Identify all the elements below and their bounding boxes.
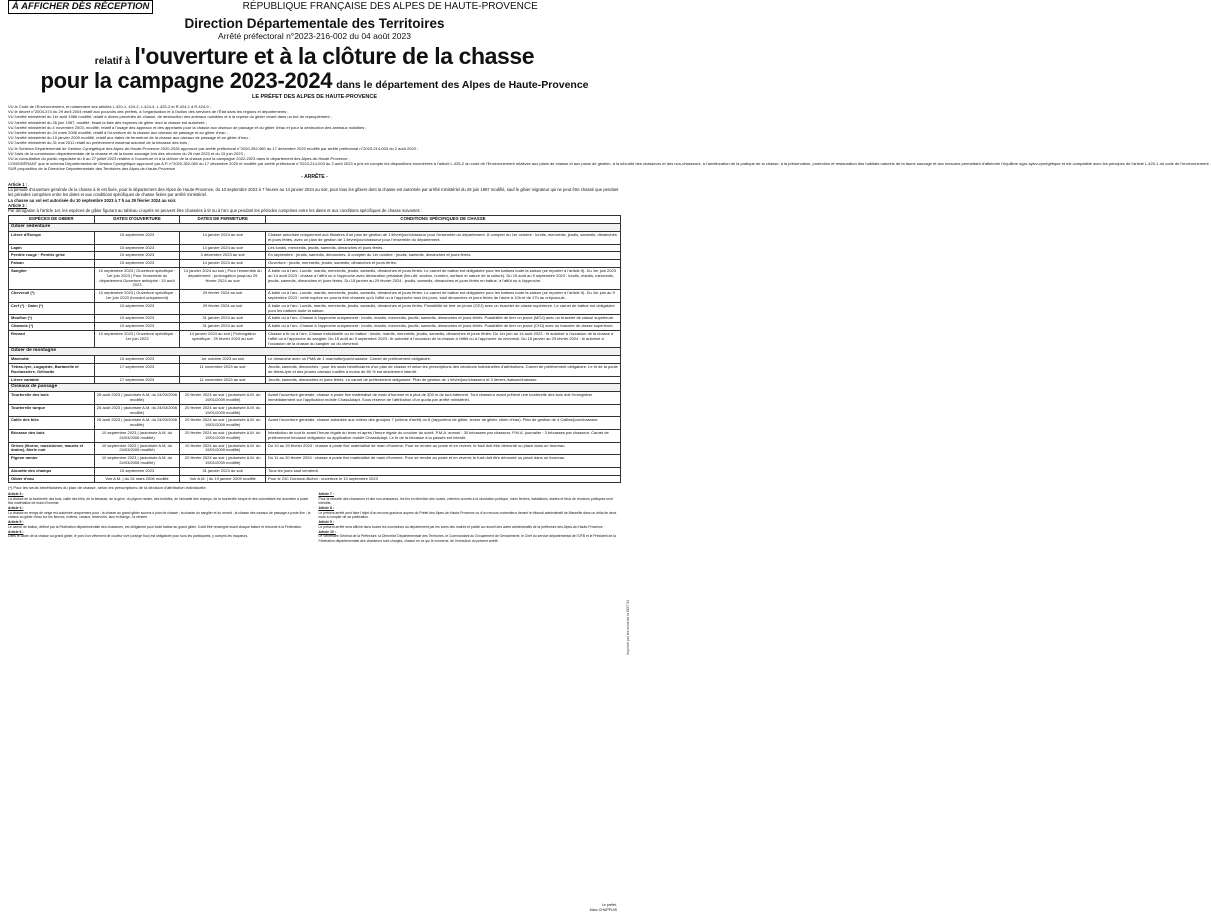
vu-item: SUR proposition de la Directrice Départementale des Territoires des Alpes-de-Haute-Provence	[8, 166, 176, 172]
opening-cell: 17 septembre 2023	[94, 363, 180, 376]
closing-cell: 10 février 2024 au soir | (autorisée A.M. du 19/01/2009 modifié)	[180, 442, 266, 455]
closing-cell: 14 janvier 2024 au soir	[180, 260, 266, 268]
article-paragraph: Article 8 :	[318, 506, 334, 511]
opening-cell: 10 septembre 2023 | (autorisée A.M. du 24/03/2006 modifié)	[94, 455, 180, 468]
opening-cell: 26 août 2023 | (autorisée A.M. du 24/03/2006 modifié)	[94, 404, 180, 417]
page-title: l'ouverture et à la clôture de la chasse	[134, 43, 535, 69]
conditions-cell: Pour le GIC Durance-Buëch : ouverture le 10 septembre 2023	[266, 475, 621, 483]
closing-cell: 20 février 2024 au soir | (autorisée A.M. du 19/01/2009 modifié)	[180, 404, 266, 417]
conditions-cell: Avant l'ouverture générale, chasse à poste fixe matérialisé de main d'homme et à plus de 300 m de tout bâtiment. Tout chasseur avant prélevé une tourterelle des bois doit l'enregistrer immédiatement sur l'application mobile ChassAdapt. Sous réserve de l'attribution d'un quota par arrêté ministériel.	[266, 392, 621, 405]
opening-cell: 10 septembre 2023	[94, 244, 180, 252]
closing-cell: 20 février 2024 au soir | (autorisée A.M. du 19/01/2009 modifié)	[180, 429, 266, 442]
conditions-cell: Chasse autorisée uniquement aux titulaires d'un plan de gestion de 1 lièvre/jour/chasseur pour l'ensemble du département. À compter du 1er octobre : lundis, mercredis, jeudis, samedis, dimanches et jours fériés, avec un plan de gestion de 1 lièvre/jour/chasseur pour l'ensemble du département.	[266, 232, 621, 245]
title-row-2	[8, 68, 621, 92]
closing-cell: 14 janvier 2024 au soir | Pour l'ensemble du département : prolongation jusqu'au 29 février 2024 au soir	[180, 268, 266, 290]
article-paragraph: Article 6 :	[8, 529, 24, 534]
vertical-print-note: Imprimé par les soins de la DDT 04	[626, 600, 630, 655]
table-row	[9, 442, 621, 455]
species-cell: Chamois (*)	[9, 323, 95, 331]
conditions-cell: Du 10 au 20 février 2024 : chasse à poste fixe matérialisé de main d'homme. Pour se rendre au poste et en revenir, le fusil doit être démonté ou placé dans un fourreau.	[266, 442, 621, 455]
conditions-cell: À balle ou à l'arc. Chasse à l'approche uniquement : lundis, mardis, mercredis, jeudis, samedis, dimanches et jours fériés. Possibilité de tirer un jeune (CHJ) avec un bracelet de classe supérieure.	[266, 323, 621, 331]
signature-role: Le préfet,	[601, 903, 617, 907]
campaign-title: pour la campagne 2023-2024	[40, 68, 333, 93]
closing-cell: 20 février 2024 au soir | (autorisée A.M. du 19/01/2009 modifié)	[180, 455, 266, 468]
closing-cell: 29 février 2024 au soir	[180, 302, 266, 315]
table-row	[9, 302, 621, 315]
closing-cell: 14 janvier 2024 au soir	[180, 244, 266, 252]
vu-item: VU l'arrêté ministériel du 19 janvier 2009 modifié, relatif aux dates de fermeture de la chasse aux oiseaux de passage et au gibier d'eau ;	[8, 135, 250, 141]
species-cell: Tétras-lyre, Lagopède, Bartavelle et Rochassière, Gélinotte	[9, 363, 95, 376]
conditions-cell	[266, 404, 621, 417]
closing-cell: 14 janvier 2024 au soir	[180, 232, 266, 245]
table-section-row	[9, 384, 621, 392]
article-paragraph: Article 10 :	[318, 529, 336, 534]
vu-item: VU l'arrêté ministériel du 31 mai 2011 relatif au prélèvement maximal autorisé de la bécasse des bois ;	[8, 140, 190, 146]
closing-cell: 20 février 2024 au soir | (autorisée A.M. du 19/01/2009 modifié)	[180, 392, 266, 405]
article-paragraph: Article 7 :	[318, 492, 334, 497]
opening-cell: 10 septembre 2023	[94, 302, 180, 315]
species-cell: Tourterelle turque	[9, 404, 95, 417]
species-cell: Alouette des champs	[9, 467, 95, 475]
col-header-conditions: CONDITIONS SPÉCIFIQUES DE CHASSE	[266, 216, 621, 224]
species-cell: Tourterelle des bois	[9, 392, 95, 405]
vu-item: CONSIDÉRANT que le schéma Départemental de Gestion Cynégétique approuvé par A.P. n°2020-352-060 du 17 décembre 2020 et modifié par arrêté préfectoral n°2023-214-003 du 2 août 2023 a pris en compte les dispositions énumérées à l'article L.425-2 du code de l'Environnement relatives aux plans de chasse et aux plans de gestion, à la sécurité des chasseurs et des non-chasseurs, à l'amélioration de la pratique de la chasse, à la préservation, protection et restauration des habitats naturels de la faune sauvage et aux mesures permettant d'atteindre l'équilibre agro-sylvo-cynégétique et est compatible avec les principes de l'article L.420-1 du code de l'environnement ;	[8, 161, 1211, 167]
closing-cell: 29 février 2024 au soir	[180, 290, 266, 303]
species-cell: Marmotte	[9, 356, 95, 364]
closing-cell: Voir A.M. | du 19 janvier 2009 modifié	[180, 475, 266, 483]
col-header-fermeture: DATES DE FERMETURE	[180, 216, 266, 224]
conditions-cell: Avant l'ouverture générale, chasse autorisée aux chiens des groupes 7 (chiens d'arrêt) ou 8 (rapporteur de gibier, leveur de gibier, chien d'eau). Plan de gestion de 4 Cailles/jour/chasseur.	[266, 417, 621, 430]
table-row	[9, 356, 621, 364]
conditions-cell: Les lundis, mercredis, jeudis, samedis, dimanches et jours fériés.	[266, 244, 621, 252]
opening-cell: 17 septembre 2023	[94, 376, 180, 384]
article-2-label: Article 2 :	[8, 202, 28, 208]
gibier-table	[8, 215, 621, 483]
opening-cell: 10 septembre 2023	[94, 252, 180, 260]
closing-cell: 14 janvier 2024 au soir | Prolongation spécifique : 29 février 2024 au soir	[180, 330, 266, 347]
table-row	[9, 290, 621, 303]
table-section-title: Gibier de montagne	[9, 348, 621, 356]
table-section-row	[9, 224, 621, 232]
table-row	[9, 330, 621, 347]
species-cell: Grives (litorne, musicienne, mauvis et draine), Merle noir	[9, 442, 95, 455]
top-bar	[8, 0, 621, 14]
opening-cell: 10 septembre 2023	[94, 467, 180, 475]
article-1-text: La période d'ouverture générale de la chasse à tir est fixée, pour le département des Alpes de Haute-Provence, du 10 septembre 2023 à 7 heures au 14 janvier 2024 au soir, pour tous les gibiers dont la chasse est autorisée par arrêté ministériel du 26 juin 1987 modifié, sauf le gibier migrateur qui ne peut être chassé que pendant les périodes comprises entre les dates et aux conditions spécifiques de chasse fixées par arrêté ministériel.	[8, 186, 619, 198]
conditions-cell: Interdiction de tout tir avant l'heure légale du lever et après l'heure légale du coucher du soleil. P.M.A. annuel : 30 bécasses par chasseur. P.M.A. journalier : 3 bécasses par chasseur. Carnet de prélèvement bécasse obligatoire ou application mobile ChassAdapt. Le tir de la bécasse à la passée est interdit.	[266, 429, 621, 442]
vu-item: VU l'arrêté ministériel du 26 juin 1987, modifié, fixant la liste des espèces de gibier dont la chasse est autorisée ;	[8, 119, 207, 125]
gibier-table-body	[9, 224, 621, 483]
species-cell: Gibier d'eau	[9, 475, 95, 483]
opening-cell: 10 septembre 2023 | Ouverture spécifique : 1er juin 2023	[94, 330, 180, 347]
article-paragraph: Le Secrétaire Général de la Préfecture, la Directrice Départementale des Territoires, le Commandant du Groupement de Gendarmerie, le Chef du service départemental de l'OFB et le Président de la Fédération départementale des chasseurs sont chargés, chacun en ce qui le concerne, de l'exécution du présent arrêté.	[318, 534, 616, 543]
vu-item: VU le Code de l'Environnement, et notamment ses articles L.420-1, 424-2, L.424-4, L.425-2 et R.424-1 à R.424-9 ;	[8, 104, 211, 109]
table-row	[9, 392, 621, 405]
article-paragraph: La chasse en temps de neige est autorisée uniquement pour : la chasse au grand gibier soumis à plan de chasse ; la chasse du sanglier et du renard ; la chasse des oiseaux de passage à poste fixe ; la chasse au gibier d'eau sur les fleuves, rivières, canaux, réservoirs, lacs et étangs ; la vénerie.	[8, 510, 311, 520]
conditions-cell: Tous les jours sauf vendredi.	[266, 467, 621, 475]
vu-item: VU l'arrêté ministériel du 1er août 1986 modifié, relatif à divers procédés de chasse, de destruction des animaux nuisibles et à la reprise du gibier vivant dans un but de repeuplement ;	[8, 114, 332, 120]
species-cell: Faisan	[9, 260, 95, 268]
opening-cell: 10 septembre 2023 | (autorisée A.M. du 24/03/2006 modifié)	[94, 442, 180, 455]
conditions-cell: Jeudis, samedis, dimanches et jours fériés. Le carnet de prélèvement obligatoire. Plan de gestion de 1 lièvre/jour/chasseur et 3 lièvres /saison/chasseur.	[266, 376, 621, 384]
conditions-cell: À balle ou à l'arc. Chasse à l'approche uniquement : lundis, mardis, mercredis, jeudis, samedis, dimanches et jours fériés. Possibilité de tirer un jeune (MOJ) avec un bracelet de classe supérieure.	[266, 315, 621, 323]
opening-cell: 10 septembre 2023	[94, 232, 180, 245]
closing-cell: 11 novembre 2023 au soir	[180, 363, 266, 376]
article-paragraph: La chasse de la tourterelle des bois, caille des blés, de la bécasse, de la grive, du pigeon ramier, des turdidés, de l'alouette des champs, de la tourterelle turque et des colombidés est autorisée à poste fixe matérialisé de main d'homme.	[8, 497, 309, 506]
article-paragraph: Article 9 :	[318, 520, 334, 525]
table-row	[9, 467, 621, 475]
republique-heading: RÉPUBLIQUE FRANÇAISE DES ALPES DE HAUTE-PROVENCE	[242, 1, 538, 12]
article-1-text2: La chasse au vol est autorisée du 10 septembre 2023 à 7 h au 29 février 2024 au soir.	[8, 197, 177, 203]
opening-cell: 10 septembre 2023 | (autorisée A.M. du 24/03/2006 modifié)	[94, 429, 180, 442]
table-row	[9, 455, 621, 468]
vu-item: VU le Schéma Départemental de Gestion Cynégétique des Alpes-de-Haute-Provence 2020-2026 approuvé par arrêté préfectoral n°2020-352-060 du 17 décembre 2020 modifié par arrêté préfectoral n°2023-214-003 du 2 août 2023 ;	[8, 145, 419, 151]
species-cell: Lièvre d'Europe	[9, 232, 95, 245]
article-paragraph: Le carnet de battue, délivré par la Fédération départementale des chasseurs, est obligatoire pour toute battue au grand gibier. Il doit être renseigné avant chaque battue et retourné à la Fédération.	[8, 524, 303, 529]
signature-name: Marc CHAPPUIS	[589, 907, 617, 912]
vu-item: VU la consultation du public organisée du 6 au 27 juillet 2023 relative à l'ouverture et à la clôture de la chasse pour la campagne 2022-2023 dans le département des Alpes-de-Haute-Provence ;	[8, 156, 350, 162]
bottom-articles	[8, 492, 621, 543]
conditions-cell: Chasse à tir ou à l'arc. Chasse individuelle ou en battue : lundis, mardis, mercredis, jeudis, samedis, dimanches et jours fériés. Du 1er juin au 14 août 2023 : tir autorisé à l'occasion de la chasse à l'affût ou à l'approche du sanglier. Du 15 août au 9 septembre 2023 : tir autorisé à l'occasion de la chasse à l'affût ou à l'approche du chevreuil. Du 15 janvier au 29 février 2024 : tir autorisé à l'occasion de la chasse du sanglier ou du chevreuil.	[266, 330, 621, 347]
species-cell: Mouflon (*)	[9, 315, 95, 323]
relatif-label: relatif à	[94, 56, 131, 67]
article-paragraph: Article 5 :	[8, 520, 24, 525]
article-paragraph: Pour la sécurité des chasseurs et des non-chasseurs, les tirs en direction des routes, chemins ouverts à la circulation publique, voies ferrées, habitations, stades et lieux de réunions publiques sont interdits.	[318, 497, 613, 506]
opening-cell: 26 août 2023 | (autorisée A.M. du 24/03/2006 modifié)	[94, 417, 180, 430]
species-cell: Lièvre variable	[9, 376, 95, 384]
arrete-heading: - ARRÊTE -	[301, 173, 328, 180]
conditions-cell: Du 11 au 20 février 2024 : chasse à poste fixe matérialisé de main d'homme. Pour se rendre au poste et en revenir, le fusil doit être démonté ou placé dans un fourreau.	[266, 455, 621, 468]
arrete-number: Arrêté préfectoral n°2023-216-002 du 04 août 2023	[218, 31, 411, 41]
table-footnote: (*) Pour les seuls bénéficiaires du plan de chasse, selon les prescriptions de la décision d'attribution individuelle.	[8, 485, 207, 491]
species-cell: Bécasse des bois	[9, 429, 95, 442]
bottom-right-column	[319, 492, 622, 543]
opening-cell: 10 septembre 2023 | Ouverture spécifique : 1er juin 2023 | Pour l'ensemble du département Ouverture anticipée : 15 août 2023	[94, 268, 180, 290]
table-row	[9, 429, 621, 442]
closing-cell: 3 décembre 2023 au soir	[180, 252, 266, 260]
conditions-cell: À balle ou à l'arc. Lundis, mardis, mercredis, jeudis, samedis, dimanches et jours fériés. Le carnet de battue est obligatoire pour les battues toute la saison (se reporter à l'article 5). Du 1er juin 2023 au 14 août 2023 : chasse à l'affût ou à l'approche avec déclaration préalable (lieu-dit, section, numéro, surface et nature de la culture). Du 15 août au 9 septembre 2023 : lundis, mardis, mercredis, jeudis, samedis, dimanches et jours fériés. Du 15 janvier au 29 février 2024 : jeudis, samedis, dimanches et jours fériés en battue, à l'affût ou à l'approche.	[266, 268, 621, 290]
conditions-cell: Jeudis, samedis, dimanches : pour les seuls bénéficiaires d'un plan de chasse et selon les prescriptions des décisions individuelles d'attributions. Carnet de prélèvement obligatoire. Le tir de la poule de tétras-lyre et des jeunes oiseaux maillés à moins de 80 % est strictement interdit.	[266, 363, 621, 376]
article-paragraph: Dans le cadre de la chasse au grand gibier, le port d'un vêtement de couleur vive (orange fluo) est obligatoire pour tous les participants, y compris les traqueurs.	[8, 534, 249, 539]
conditions-cell: En septembre : jeudis, samedis, dimanches. À compter du 1er octobre : jeudis, samedis, dimanches et jours fériés.	[266, 252, 621, 260]
article-2	[8, 203, 621, 214]
table-row	[9, 260, 621, 268]
opening-cell: 10 septembre 2023	[94, 260, 180, 268]
table-section-title: Gibier sédentaire	[9, 224, 621, 232]
species-cell: Caille des blés	[9, 417, 95, 430]
closing-cell: 31 janvier 2024 au soir	[180, 323, 266, 331]
table-row	[9, 363, 621, 376]
vu-list	[8, 104, 1211, 172]
opening-cell: 10 septembre 2023	[94, 315, 180, 323]
table-row	[9, 404, 621, 417]
prefet-heading: LE PRÉFET DES ALPES DE HAUTE-PROVENCE	[251, 94, 378, 100]
opening-cell: 10 septembre 2023 | Ouverture spécifique : 1er juin 2023 (brocard uniquement)	[94, 290, 180, 303]
article-paragraph: Article 3 :	[8, 492, 24, 497]
species-cell: Perdrix rouge · Perdrix grise	[9, 252, 95, 260]
signature-block	[590, 903, 617, 912]
conditions-cell: Le dimanche avec un PMA de 1 marmotte/jour/chasseur. Carnet de prélèvement obligatoire.	[266, 356, 621, 364]
closing-cell: 1er octobre 2023 au soir	[180, 356, 266, 364]
article-2-text: Par dérogation à l'article 1er, les espèces de gibier figurant au tableau ci-après ne peuvent être chassées à tir ou à l'arc que pendant les périodes comprises entre les dates et aux conditions spécifiques de chasse suivantes :	[8, 208, 423, 214]
conditions-cell: À balle ou à l'arc. Lundis, mardis, mercredis, jeudis, samedis, dimanches et jours fériés. Possibilité de tirer un jeune (CEJ) avec un bracelet de classe supérieure. Le carnet de battue est obligatoire pour les battues toute la saison.	[266, 302, 621, 315]
table-row	[9, 417, 621, 430]
table-row	[9, 268, 621, 290]
col-header-ouverture: DATES D'OUVERTURE	[94, 216, 180, 224]
ddt-heading: Direction Départementale des Territoires	[184, 16, 445, 31]
vu-item: VU le décret n°2004-374 du 29 avril 2004 relatif aux pouvoirs des préfets, à l'organisation et à l'action des services de l'État dans les régions et départements ;	[8, 109, 289, 115]
species-cell: Cerf (*) · Daim (*)	[9, 302, 95, 315]
vu-item: VU l'arrêté ministériel du 4 novembre 2003, modifié, relatif à l'usage des appeaux et des appelants pour la chasse aux oiseaux de passage et du gibier d'eau et pour la destruction des animaux nuisibles ;	[8, 124, 367, 130]
opening-cell: 10 septembre 2023	[94, 323, 180, 331]
species-cell: Lapin	[9, 244, 95, 252]
col-header-especes: ESPÈCES DE GIBIER	[9, 216, 95, 224]
title-row-1	[8, 44, 621, 68]
article-1-label: Article 1 :	[8, 181, 28, 187]
opening-cell: 26 août 2023 | (autorisée A.M. du 24/03/2006 modifié)	[94, 392, 180, 405]
opening-cell: 10 septembre 2023	[94, 356, 180, 364]
table-row	[9, 315, 621, 323]
closing-cell: 20 février 2024 au soir | (autorisée A.M. du 19/01/2009 modifié)	[180, 417, 266, 430]
article-paragraph: Le présent arrêté peut faire l'objet d'un recours gracieux auprès du Préfet des Alpes-de-Haute-Provence ou d'un recours contentieux devant le tribunal administratif de Marseille dans un délai de deux mois à compter de sa publication.	[318, 510, 617, 520]
table-row	[9, 475, 621, 483]
table-header-row	[9, 216, 621, 224]
species-cell: Renard	[9, 330, 95, 347]
article-paragraph: Le présent arrêté sera affiché dans toutes les communes du département par les soins des maires et publié au recueil des actes administratifs de la préfecture des Alpes-de-Haute-Provence.	[318, 524, 604, 529]
species-cell: Pigeon ramier	[9, 455, 95, 468]
table-section-title: Oiseaux de passage	[9, 384, 621, 392]
closing-cell: 11 novembre 2023 au soir	[180, 376, 266, 384]
vu-item: VU l'avis de la commission départementale de la chasse et de la faune sauvage lors des réunions du 26 mai 2023 et du 15 juin 2023 ;	[8, 150, 245, 156]
table-row	[9, 232, 621, 245]
vu-item: VU l'arrêté ministériel du 24 mars 2006 modifié, relatif à l'ouverture de la chasse aux oiseaux de passage et au gibier d'eau ;	[8, 130, 228, 136]
table-row	[9, 376, 621, 384]
closing-cell: 31 janvier 2024 au soir	[180, 315, 266, 323]
closing-cell: 31 janvier 2024 au soir	[180, 467, 266, 475]
opening-cell: Voir A.M. | du 24 mars 2006 modifié	[94, 475, 180, 483]
article-paragraph: Article 4 :	[8, 506, 24, 511]
table-row	[9, 244, 621, 252]
campaign-subtitle: dans le département des Alpes de Haute-Provence	[336, 79, 589, 91]
table-section-row	[9, 348, 621, 356]
conditions-cell: Ouverture : jeudis, mercredis, jeudis, samedis, dimanches et jours fériés.	[266, 260, 621, 268]
table-row	[9, 252, 621, 260]
bottom-left-column	[8, 492, 311, 543]
afficher-banner: À AFFICHER DÈS RÉCEPTION	[8, 0, 153, 14]
table-row	[9, 323, 621, 331]
article-1	[8, 182, 621, 203]
species-cell: Chevreuil (*)	[9, 290, 95, 303]
conditions-cell: À balle ou à l'arc. Lundis, mardis, mercredis, jeudis, samedis, dimanches et jours fériés. Le carnet de battue est obligatoire pour les battues toute la saison (se reporter à l'article 5). Du 1er juin au 9 septembre 2023 : cette espèce ne pourra être chassée qu'à l'affût ou à l'approche tous les jours, sauf dimanches et jours fériés de l'aube à 10h et de 17h au crépuscule.	[266, 290, 621, 303]
species-cell: Sanglier	[9, 268, 95, 290]
